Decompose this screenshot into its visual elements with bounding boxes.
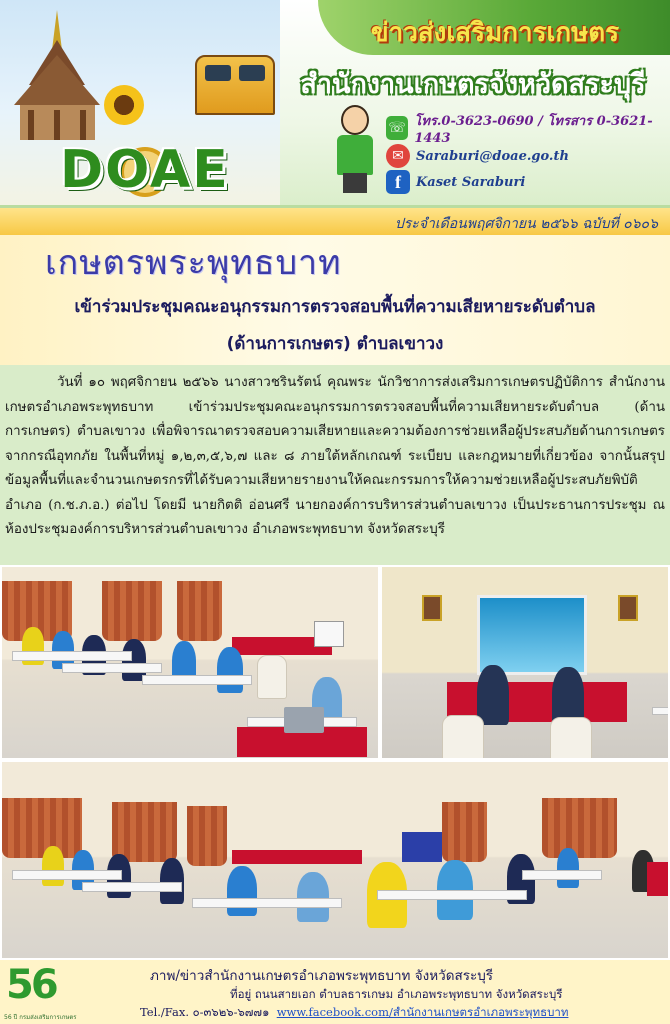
banner-title: ข่าวส่งเสริมการเกษตร — [370, 18, 620, 48]
footer-tel: Tel./Fax. ๐-๓๖๒๖-๖๗๗๑ — [140, 1005, 270, 1019]
newsletter-header — [0, 0, 670, 205]
anniversary-logo — [4, 962, 77, 1022]
temple-illustration — [10, 10, 105, 140]
train-illustration — [195, 55, 275, 115]
meeting-photo-2 — [380, 565, 670, 760]
office-title: สำนักงานเกษตรจังหวัดสระบุรี — [300, 69, 646, 100]
article-body — [0, 365, 670, 565]
article-paragraph: วันที่ ๑๐ พฤศจิกายน ๒๕๖๖ นางสาวชรินรัตน์ คุณพระ นักวิชาการส่งเสริมการเกษตรปฏิบัติการ สำนักงานเกษตรอำเภอพระพุทธบาท เข้าร่วมประชุมคณะอนุกรรมการตรวจสอบพื้นที่ความเสียหายระดับตำบล (ด้านการเกษตร) ตำบลเขาวง เพื่อพิจารณาตรวจสอบความเสียหายและความต้องการช่วยเหลือผู้ประสบภัยด้านการเกษตรจากกรณีอุทกภัย ในพื้นที่หมู่ ๑,๒,๓,๕,๖,๗ และ ๘ ภายใต้หลักเกณฑ์ ระเบียบ และกฎหมายที่เกี่ยวข้อง จากนั้นสรุปข้อมูลพื้นที่และจำนวนเกษตรกรที่ได้รับความเสียหายรายงานให้คณะกรรมการให้ความช่วยเหลือผู้ประสบภัยพิบัติอำเภอ (ก.ช.ภ.อ.) ต่อไป โดยมี นายกิตติ อ่อนศรี นายกองค์การบริหารส่วนตำบลเขาวง เป็นประธานการประชุม ณ ห้องประชุมองค์การบริหารส่วนตำบลเขาวง อำเภอพระพุทธบาท จังหวัดสระบุรี — [5, 375, 665, 537]
mail-icon: ✉ — [386, 144, 410, 168]
contact-facebook[interactable] — [386, 170, 525, 194]
issue-info: ประจำเดือนพฤศจิกายน ๒๕๖๖ ฉบับที่ ๐๖๐๖ — [394, 216, 658, 232]
meeting-photo-3 — [0, 760, 670, 960]
phone-icon: ☏ — [386, 116, 408, 140]
facebook-icon: f — [386, 170, 410, 194]
sunflower-icon — [104, 85, 144, 125]
facebook-link[interactable]: www.facebook.com/สำนักงานเกษตรอำเภอพระพุทธบาท — [276, 1005, 569, 1019]
footer — [0, 960, 670, 1024]
mascot-illustration — [333, 105, 377, 193]
photo-collage — [0, 565, 670, 960]
contact-phone-text: โทร.0-3623-0690 / โทรสาร 0-3621-1443 — [414, 114, 653, 146]
headline-line-1: เข้าร่วมประชุมคณะอนุกรรมการตรวจสอบพื้นที่ความเสียหายระดับตำบล — [74, 297, 596, 317]
contact-email-text: Saraburi@doae.go.th — [416, 148, 569, 164]
section-title: เกษตรพระพุทธบาท — [45, 243, 342, 283]
issue-bar — [0, 205, 670, 235]
photo-credit: ภาพ/ข่าวสำนักงานเกษตรอำเภอพระพุทธบาท จังหวัดสระบุรี — [150, 968, 494, 984]
anniversary-caption: 56 ปี กรมส่งเสริมการเกษตร — [4, 1014, 77, 1021]
contact-email[interactable] — [386, 144, 569, 168]
contact-facebook-text: Kaset Saraburi — [416, 174, 526, 190]
anniversary-number: 56 — [6, 962, 56, 1008]
headline-line-2: (ด้านการเกษตร) ตำบลเขาวง — [226, 334, 444, 354]
headline-area — [0, 235, 670, 365]
footer-contact-line — [140, 1004, 568, 1022]
contact-phone — [386, 114, 670, 146]
meeting-photo-1 — [0, 565, 380, 760]
office-address: ที่อยู่ ถนนสายเอก ตำบลธารเกษม อำเภอพระพุทธบาท จังหวัดสระบุรี — [230, 987, 563, 1001]
doae-logo: DOAE — [60, 140, 230, 200]
